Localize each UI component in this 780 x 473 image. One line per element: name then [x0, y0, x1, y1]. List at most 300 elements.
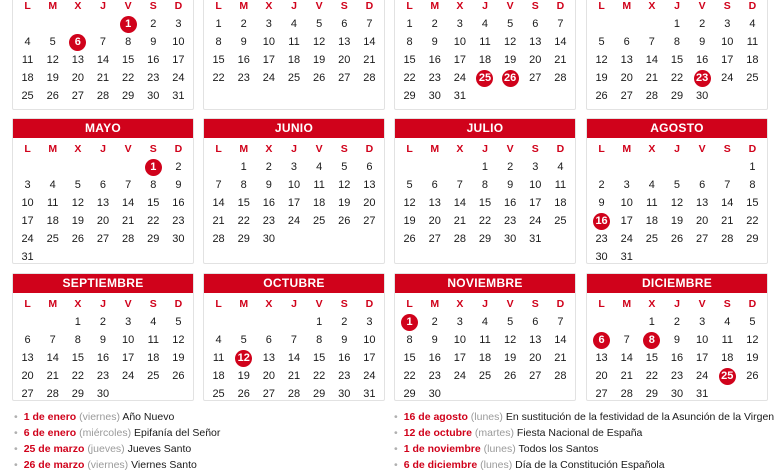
empty-day-cell	[206, 313, 231, 331]
day-cell: 20	[595, 370, 608, 382]
day-cell: 16	[262, 197, 275, 209]
day-cell: 17	[262, 54, 275, 66]
day-cell: 26	[71, 233, 84, 245]
day-cell: 16	[147, 54, 160, 66]
day-cell: 31	[172, 90, 185, 102]
day-cell: 22	[212, 72, 225, 84]
holiday-marker: 23	[694, 70, 711, 87]
day-cell: 15	[313, 352, 326, 364]
empty-day-cell	[614, 313, 639, 331]
day-cell: 14	[212, 197, 225, 209]
day-cell: 1	[74, 316, 81, 328]
day-cell: 11	[212, 352, 225, 364]
day-cell: 30	[262, 233, 275, 245]
day-cell: 4	[724, 316, 731, 328]
day-cell: 18	[721, 352, 734, 364]
month-title: AGOSTO	[587, 119, 767, 138]
weekday-header: D	[556, 143, 565, 155]
holiday-weekday: (jueves)	[87, 443, 125, 455]
day-cell: 19	[746, 352, 759, 364]
bullet-icon: •	[394, 443, 398, 455]
day-cell: 29	[122, 90, 135, 102]
day-cell: 27	[595, 388, 608, 400]
holiday-description: En sustitución de la festividad de la Asunción de la Virgen	[505, 411, 775, 423]
weekday-header: J	[291, 298, 297, 310]
weekday-header: M	[430, 0, 440, 12]
day-cell: 26	[746, 370, 759, 382]
day-cell: 23	[172, 215, 185, 227]
day-cell: 10	[620, 197, 633, 209]
weekday-header: M	[430, 298, 440, 310]
day-cell: 25	[21, 90, 34, 102]
day-cell: 16	[338, 352, 351, 364]
day-cell: 23	[595, 233, 608, 245]
day-cell: 20	[363, 197, 376, 209]
day-cell: 12	[746, 334, 759, 346]
day-cell: 5	[507, 316, 514, 328]
empty-day-cell	[639, 158, 664, 176]
day-cell: 10	[122, 334, 135, 346]
day-cell: 24	[122, 370, 135, 382]
day-cell: 13	[262, 352, 275, 364]
day-cell: 2	[240, 18, 247, 30]
holiday-legend-item	[14, 425, 220, 441]
holiday-legend-item	[14, 441, 220, 457]
day-cell: 5	[507, 18, 514, 30]
day-cell: 10	[363, 334, 376, 346]
holiday-day-cell	[141, 158, 166, 176]
day-cell: 30	[428, 388, 441, 400]
day-cell: 26	[172, 370, 185, 382]
day-cell: 30	[595, 251, 608, 263]
weekday-header: S	[149, 0, 157, 12]
weekday-header: D	[748, 0, 757, 12]
day-cell: 29	[71, 388, 84, 400]
empty-day-cell	[90, 15, 115, 33]
day-cell: 6	[699, 179, 706, 191]
day-cell: 13	[529, 36, 542, 48]
day-cell: 23	[147, 72, 160, 84]
empty-day-cell	[90, 158, 115, 176]
day-cell: 28	[453, 233, 466, 245]
empty-day-cell	[690, 158, 715, 176]
weekday-header: D	[365, 0, 374, 12]
holiday-legend-right	[394, 409, 774, 473]
day-cell: 8	[406, 334, 413, 346]
day-cell: 14	[554, 36, 567, 48]
holiday-description: Año Nuevo	[122, 411, 175, 423]
day-cell: 14	[721, 197, 734, 209]
holiday-day-cell	[116, 15, 141, 33]
day-cell: 7	[49, 334, 56, 346]
day-cell: 22	[670, 72, 684, 84]
day-cell: 7	[456, 179, 463, 191]
day-cell: 30	[147, 90, 160, 102]
day-cell: 28	[363, 72, 376, 84]
day-cell: 17	[21, 215, 34, 227]
month-january	[12, 0, 194, 110]
holiday-marker: 25	[719, 368, 736, 385]
day-cell: 12	[338, 179, 351, 191]
day-cell: 24	[696, 370, 709, 382]
weekday-header: J	[482, 0, 488, 12]
day-cell: 7	[557, 316, 564, 328]
empty-day-cell	[614, 15, 639, 33]
day-cell: 21	[721, 215, 734, 227]
day-cell: 28	[212, 233, 225, 245]
day-cell: 21	[287, 370, 301, 382]
holiday-legend-item	[14, 457, 220, 473]
day-cell: 10	[453, 334, 466, 346]
holiday-weekday: (martes)	[474, 427, 514, 439]
day-cell: 11	[288, 36, 300, 48]
day-cell: 23	[504, 215, 517, 227]
holiday-day-cell	[397, 313, 422, 331]
weekday-header: L	[24, 298, 31, 310]
holiday-date: 1 de enero	[23, 411, 77, 423]
day-cell: 5	[240, 334, 247, 346]
day-cell: 25	[212, 388, 225, 400]
holiday-day-cell	[690, 69, 715, 87]
weekday-header: D	[174, 298, 183, 310]
day-cell: 27	[96, 233, 110, 245]
holiday-day-cell	[639, 331, 664, 349]
day-cell: 3	[623, 179, 630, 191]
holiday-day-cell	[589, 212, 614, 230]
weekday-header: J	[100, 143, 106, 155]
day-cell: 22	[403, 72, 416, 84]
day-cell: 5	[316, 18, 323, 30]
day-cell: 3	[532, 161, 539, 173]
holiday-legend-item	[394, 409, 774, 425]
weekday-header: X	[265, 0, 273, 12]
day-cell: 29	[403, 388, 416, 400]
day-cell: 26	[313, 72, 326, 84]
day-cell: 21	[645, 72, 658, 84]
weekday-header: S	[531, 298, 539, 310]
day-cell: 5	[175, 316, 182, 328]
day-cell: 27	[696, 233, 709, 245]
day-cell: 28	[554, 370, 567, 382]
weekday-header: S	[723, 298, 731, 310]
empty-day-cell	[65, 15, 90, 33]
weekday-header: M	[48, 0, 58, 12]
weekday-header: S	[531, 0, 539, 12]
weekday-header: S	[149, 143, 157, 155]
weekday-header: V	[698, 0, 706, 12]
day-cell: 24	[287, 215, 301, 227]
month-grid	[395, 293, 575, 403]
day-cell: 16	[504, 197, 517, 209]
day-cell: 3	[724, 18, 731, 30]
day-cell: 20	[262, 370, 275, 382]
day-cell: 28	[645, 90, 658, 102]
day-cell: 7	[557, 18, 564, 30]
bullet-icon: •	[14, 411, 18, 423]
day-cell: 18	[554, 197, 567, 209]
day-cell: 28	[122, 233, 135, 245]
day-cell: 9	[150, 36, 157, 48]
day-cell: 27	[21, 388, 34, 400]
day-cell: 6	[532, 18, 539, 30]
empty-day-cell	[715, 158, 740, 176]
day-cell: 17	[529, 197, 542, 209]
day-cell: 6	[532, 316, 539, 328]
month-may	[12, 118, 194, 264]
day-cell: 1	[240, 161, 247, 173]
day-cell: 10	[172, 36, 185, 48]
day-cell: 11	[746, 36, 759, 48]
day-cell: 22	[313, 370, 326, 382]
day-cell: 15	[478, 197, 492, 209]
weekday-header: X	[74, 0, 82, 12]
day-cell: 27	[262, 388, 275, 400]
weekday-header: V	[698, 143, 706, 155]
day-cell: 6	[24, 334, 31, 346]
weekday-header: J	[482, 143, 488, 155]
day-cell: 25	[478, 370, 492, 382]
empty-day-cell	[15, 158, 40, 176]
day-cell: 11	[721, 334, 733, 346]
day-cell: 11	[147, 334, 159, 346]
day-cell: 20	[428, 215, 441, 227]
holiday-day-cell	[231, 349, 256, 367]
day-cell: 25	[287, 72, 301, 84]
weekday-header: D	[365, 298, 374, 310]
month-october	[203, 273, 385, 401]
empty-day-cell	[256, 313, 281, 331]
weekday-header: X	[648, 0, 656, 12]
month-title: JULIO	[395, 119, 575, 138]
weekday-header: D	[365, 143, 374, 155]
day-cell: 22	[645, 370, 658, 382]
day-cell: 11	[21, 54, 34, 66]
day-cell: 24	[529, 215, 542, 227]
day-cell: 28	[46, 388, 59, 400]
day-cell: 15	[212, 54, 225, 66]
day-cell: 8	[749, 179, 756, 191]
month-title: SEPTIEMBRE	[13, 274, 193, 293]
day-cell: 19	[504, 54, 517, 66]
day-cell: 26	[237, 388, 250, 400]
day-cell: 18	[147, 352, 160, 364]
month-title: OCTUBRE	[204, 274, 384, 293]
day-cell: 6	[431, 179, 438, 191]
day-cell: 28	[554, 72, 567, 84]
weekday-header: V	[124, 0, 132, 12]
month-february	[203, 0, 385, 110]
day-cell: 12	[172, 334, 185, 346]
day-cell: 20	[21, 370, 34, 382]
weekday-header: X	[74, 298, 82, 310]
day-cell: 28	[96, 90, 110, 102]
holiday-description: Epifanía del Señor	[133, 427, 221, 439]
empty-day-cell	[447, 158, 472, 176]
weekday-header: M	[48, 143, 58, 155]
weekday-header: X	[648, 143, 656, 155]
month-july	[394, 118, 576, 264]
day-cell: 12	[313, 36, 326, 48]
day-cell: 20	[620, 72, 633, 84]
day-cell: 4	[481, 316, 489, 328]
day-cell: 26	[46, 90, 59, 102]
day-cell: 3	[125, 316, 132, 328]
weekday-header: V	[124, 143, 132, 155]
day-cell: 7	[623, 334, 630, 346]
holiday-legend-item	[394, 425, 774, 441]
day-cell: 17	[172, 54, 185, 66]
month-grid	[13, 138, 193, 266]
empty-day-cell	[15, 313, 40, 331]
month-grid	[204, 138, 384, 248]
day-cell: 7	[290, 334, 298, 346]
weekday-header: D	[556, 298, 565, 310]
holiday-marker: 6	[69, 34, 86, 51]
day-cell: 9	[431, 36, 438, 48]
day-cell: 15	[147, 197, 160, 209]
day-cell: 25	[746, 72, 759, 84]
day-cell: 1	[316, 316, 323, 328]
day-cell: 21	[122, 215, 135, 227]
holiday-day-cell	[498, 69, 523, 87]
day-cell: 14	[645, 54, 658, 66]
day-cell: 17	[721, 54, 734, 66]
empty-day-cell	[116, 158, 141, 176]
day-cell: 8	[406, 36, 413, 48]
empty-day-cell	[40, 15, 65, 33]
empty-day-cell	[40, 313, 65, 331]
day-cell: 23	[428, 370, 441, 382]
day-cell: 26	[338, 215, 351, 227]
day-cell: 24	[453, 72, 466, 84]
holiday-date: 26 de marzo	[23, 459, 85, 471]
day-cell: 12	[670, 197, 684, 209]
weekday-header: V	[315, 143, 323, 155]
day-cell: 21	[96, 72, 110, 84]
day-cell: 31	[21, 251, 34, 263]
holiday-description: Todos los Santos	[518, 443, 599, 455]
day-cell: 19	[172, 352, 185, 364]
day-cell: 15	[403, 352, 416, 364]
day-cell: 25	[313, 215, 326, 227]
day-cell: 12	[504, 334, 517, 346]
weekday-header: X	[648, 298, 656, 310]
weekday-header: X	[74, 143, 82, 155]
day-cell: 9	[175, 179, 182, 191]
weekday-header: X	[265, 143, 273, 155]
day-cell: 21	[554, 352, 567, 364]
day-cell: 18	[212, 370, 225, 382]
day-cell: 9	[341, 334, 348, 346]
day-cell: 17	[287, 197, 301, 209]
day-cell: 14	[453, 197, 466, 209]
day-cell: 9	[240, 36, 247, 48]
day-cell: 20	[696, 215, 709, 227]
holiday-legend-left	[14, 409, 220, 473]
day-cell: 28	[721, 233, 734, 245]
day-cell: 24	[453, 370, 466, 382]
day-cell: 6	[265, 334, 272, 346]
weekday-header: X	[456, 0, 464, 12]
weekday-header: S	[723, 0, 731, 12]
day-cell: 8	[240, 179, 247, 191]
day-cell: 9	[431, 334, 438, 346]
day-cell: 15	[237, 197, 250, 209]
day-cell: 3	[699, 316, 706, 328]
empty-day-cell	[589, 15, 614, 33]
holiday-marker: 8	[643, 332, 660, 349]
day-cell: 26	[595, 90, 608, 102]
month-june	[203, 118, 385, 264]
day-cell: 13	[620, 54, 633, 66]
day-cell: 18	[46, 215, 59, 227]
day-cell: 17	[453, 352, 466, 364]
weekday-header: J	[291, 0, 297, 12]
weekday-header: V	[506, 143, 514, 155]
day-cell: 21	[46, 370, 59, 382]
day-cell: 21	[212, 215, 225, 227]
weekday-header: S	[149, 298, 157, 310]
day-cell: 16	[96, 352, 110, 364]
day-cell: 17	[620, 215, 633, 227]
day-cell: 10	[21, 197, 34, 209]
day-cell: 2	[699, 18, 706, 30]
day-cell: 8	[150, 179, 157, 191]
holiday-marker: 1	[120, 16, 137, 33]
holiday-day-cell	[472, 69, 497, 87]
empty-day-cell	[206, 158, 231, 176]
day-cell: 27	[338, 72, 351, 84]
day-cell: 3	[175, 18, 182, 30]
day-cell: 2	[598, 179, 605, 191]
bullet-icon: •	[14, 459, 18, 471]
day-cell: 31	[529, 233, 542, 245]
day-cell: 10	[262, 36, 275, 48]
day-cell: 26	[670, 233, 684, 245]
weekday-header: V	[124, 298, 132, 310]
day-cell: 31	[620, 251, 633, 263]
day-cell: 17	[122, 352, 135, 364]
day-cell: 22	[147, 215, 160, 227]
day-cell: 19	[313, 54, 326, 66]
holiday-marker: 6	[593, 332, 610, 349]
weekday-header: D	[556, 0, 565, 12]
holiday-legend-item	[14, 409, 220, 425]
day-cell: 4	[481, 18, 489, 30]
weekday-header: L	[24, 0, 31, 12]
day-cell: 29	[237, 233, 250, 245]
day-cell: 1	[215, 18, 222, 30]
day-cell: 17	[363, 352, 376, 364]
day-cell: 30	[428, 90, 441, 102]
weekday-header: L	[24, 143, 31, 155]
day-cell: 27	[71, 90, 84, 102]
day-cell: 5	[341, 161, 348, 173]
month-march	[394, 0, 576, 110]
holiday-description: Viernes Santo	[131, 459, 197, 471]
day-cell: 8	[481, 179, 489, 191]
empty-day-cell	[397, 158, 422, 176]
day-cell: 5	[749, 316, 756, 328]
day-cell: 19	[338, 197, 351, 209]
day-cell: 8	[125, 36, 132, 48]
day-cell: 13	[696, 197, 709, 209]
day-cell: 31	[363, 388, 376, 400]
day-cell: 27	[529, 370, 542, 382]
weekday-header: J	[674, 143, 680, 155]
day-cell: 18	[645, 215, 658, 227]
day-cell: 15	[403, 54, 416, 66]
